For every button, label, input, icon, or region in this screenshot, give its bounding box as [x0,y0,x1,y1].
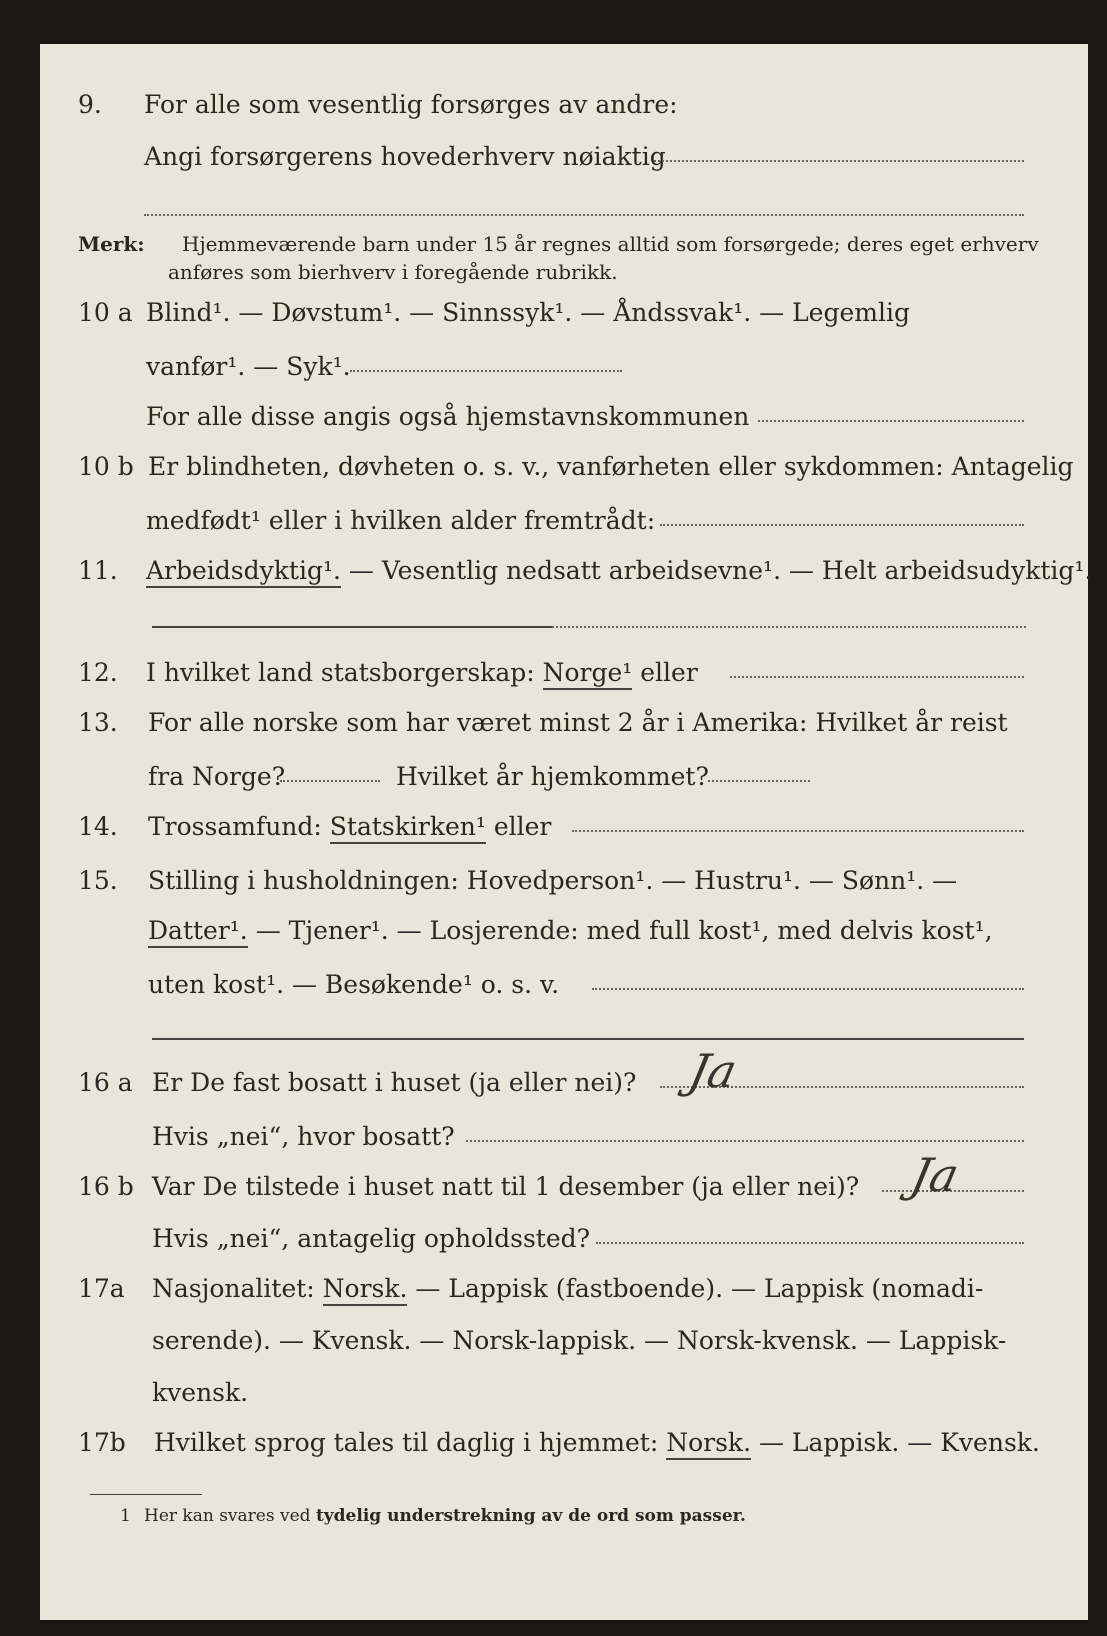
question-text [146,556,1092,585]
question-10b [40,452,1088,492]
question-17a-line2 [40,1326,1088,1366]
question-text-part: Nasjonalitet: [152,1274,323,1303]
question-17a-line3 [40,1378,1088,1418]
question-text: vanfør¹. — Syk¹. [146,352,351,381]
note-text: Hjemmeværende barn under 15 år regnes alltid som forsørgede; deres eget erhverv [182,232,1039,256]
question-10a-line2 [40,352,1088,392]
question-number: 15. [78,866,118,895]
question-text [148,916,993,945]
answer-line [552,626,1026,628]
question-15 [40,866,1088,906]
question-14 [40,812,1088,852]
question-text [148,812,551,841]
answer-line [654,160,1024,162]
option-text: — Vesentlig nedsatt arbeidsevne¹. — Helt arbeidsudyktig¹. [340,556,1093,585]
footnote-text-part: Her kan svares ved [144,1506,316,1526]
question-12 [40,658,1088,698]
question-number: 14. [78,812,118,841]
note-label: Merk: [78,232,145,256]
question-9 [40,90,1088,130]
question-text: Hvis „nei“, hvor bosatt? [152,1122,455,1151]
question-number: 12. [78,658,118,687]
question-text [152,1274,983,1303]
question-text: medfødt¹ eller i hvilken alder fremtrådt: [146,506,656,535]
question-number: 17b [78,1428,126,1457]
note-text-line2: anføres som bierhverv i foregående rubrikk. [168,260,618,284]
question-text: Stilling i husholdningen: Hovedperson¹. — Hustru¹. — Sønn¹. — [148,866,958,895]
question-text: serende). — Kvensk. — Norsk-lappisk. — Norsk-kvensk. — Lappisk- [152,1326,1007,1355]
question-text [154,1428,1040,1457]
answer-line [350,370,622,372]
answer-line [144,214,1024,216]
question-text: kvensk. [152,1378,249,1407]
question-number: 10 a [78,298,133,327]
question-text-part: eller [485,812,552,841]
answer-line [758,420,1024,422]
question-text: For alle norske som har været minst 2 år i Amerika: Hvilket år reist [148,708,1008,737]
answer-line [152,1038,1024,1040]
question-16b-line2 [40,1224,1088,1264]
footnote-divider [90,1494,202,1495]
question-text-part: Hvilket sprog tales til daglig i hjemmet: [154,1428,667,1457]
question-text: Er De fast bosatt i huset (ja eller nei)? [152,1068,637,1097]
question-number: 16 a [78,1068,133,1097]
answer-line [152,626,552,628]
footnote-mark: 1 [120,1506,131,1526]
answer-line [280,780,380,782]
answer-line [596,1242,1024,1244]
option-text: — Lappisk. — Kvensk. [751,1428,1040,1457]
selected-option: Statskirken¹ [330,812,486,844]
answer-line [660,524,1024,526]
question-number: 16 b [78,1172,134,1201]
selected-option: Datter¹. [148,916,248,948]
question-text: For alle disse angis også hjemstavnskommunen [146,402,750,431]
handwritten-answer: Ja [906,1148,964,1202]
option-text: — Lappisk (fastboende). — Lappisk (nomadi- [407,1274,984,1303]
question-10b-line2 [40,506,1088,546]
question-10a [40,298,1088,338]
question-text-part: I hvilket land statsborgerskap: [146,658,543,687]
question-11 [40,556,1093,596]
question-text: Hvis „nei“, antagelig opholdssted? [152,1224,591,1253]
question-text-part: Trossamfund: [148,812,330,841]
selected-option: Norsk. [666,1428,751,1460]
note [78,230,1039,258]
question-text: uten kost¹. — Besøkende¹ o. s. v. [148,970,560,999]
question-15-line2 [40,916,1088,956]
question-text: Blind¹. — Døvstum¹. — Sinnssyk¹. — Åndssvak¹. — Legemlig [146,298,910,327]
question-number: 11. [78,556,118,585]
footnote-emphasis: tydelig understrekning av de ord som passer. [315,1506,746,1526]
census-form-page [40,44,1093,1620]
question-text: For alle som vesentlig forsørges av andre: [144,90,678,119]
answer-line [592,988,1024,990]
answer-line [466,1140,1024,1142]
question-15-line3 [40,970,1088,1010]
answer-line [730,676,1024,678]
selected-option: Arbeidsdyktig¹. [146,556,341,588]
handwritten-answer: Ja [684,1044,742,1098]
question-number: 9. [78,90,102,119]
question-13-line2 [40,762,1088,802]
question-text [146,658,698,687]
question-number: 13. [78,708,118,737]
question-text: Var De tilstede i huset natt til 1 desember (ja eller nei)? [152,1172,860,1201]
question-text: Er blindheten, døvheten o. s. v., vanførheten eller sykdommen: Antagelig [148,452,1074,481]
question-17b [40,1428,1088,1468]
selected-option: Norge¹ [543,658,633,690]
question-9-line2 [40,142,1088,182]
question-text-part: eller [632,658,698,687]
footnote [120,1506,746,1526]
question-number: 17a [78,1274,125,1303]
option-text: — Tjener¹. — Losjerende: med full kost¹, med delvis kost¹, [247,916,993,945]
question-text: fra Norge? [148,762,286,791]
question-text: Angi forsørgerens hovederhverv nøiaktig [144,142,666,171]
answer-line [572,830,1024,832]
question-10a-line3 [40,402,1088,442]
footnote-text [144,1506,746,1526]
question-number: 10 b [78,452,134,481]
question-16a [40,1068,1088,1108]
selected-option: Norsk. [323,1274,408,1306]
question-17a [40,1274,1088,1314]
answer-line [708,780,810,782]
question-text: Hvilket år hjemkommet? [396,762,709,791]
question-13 [40,708,1088,748]
